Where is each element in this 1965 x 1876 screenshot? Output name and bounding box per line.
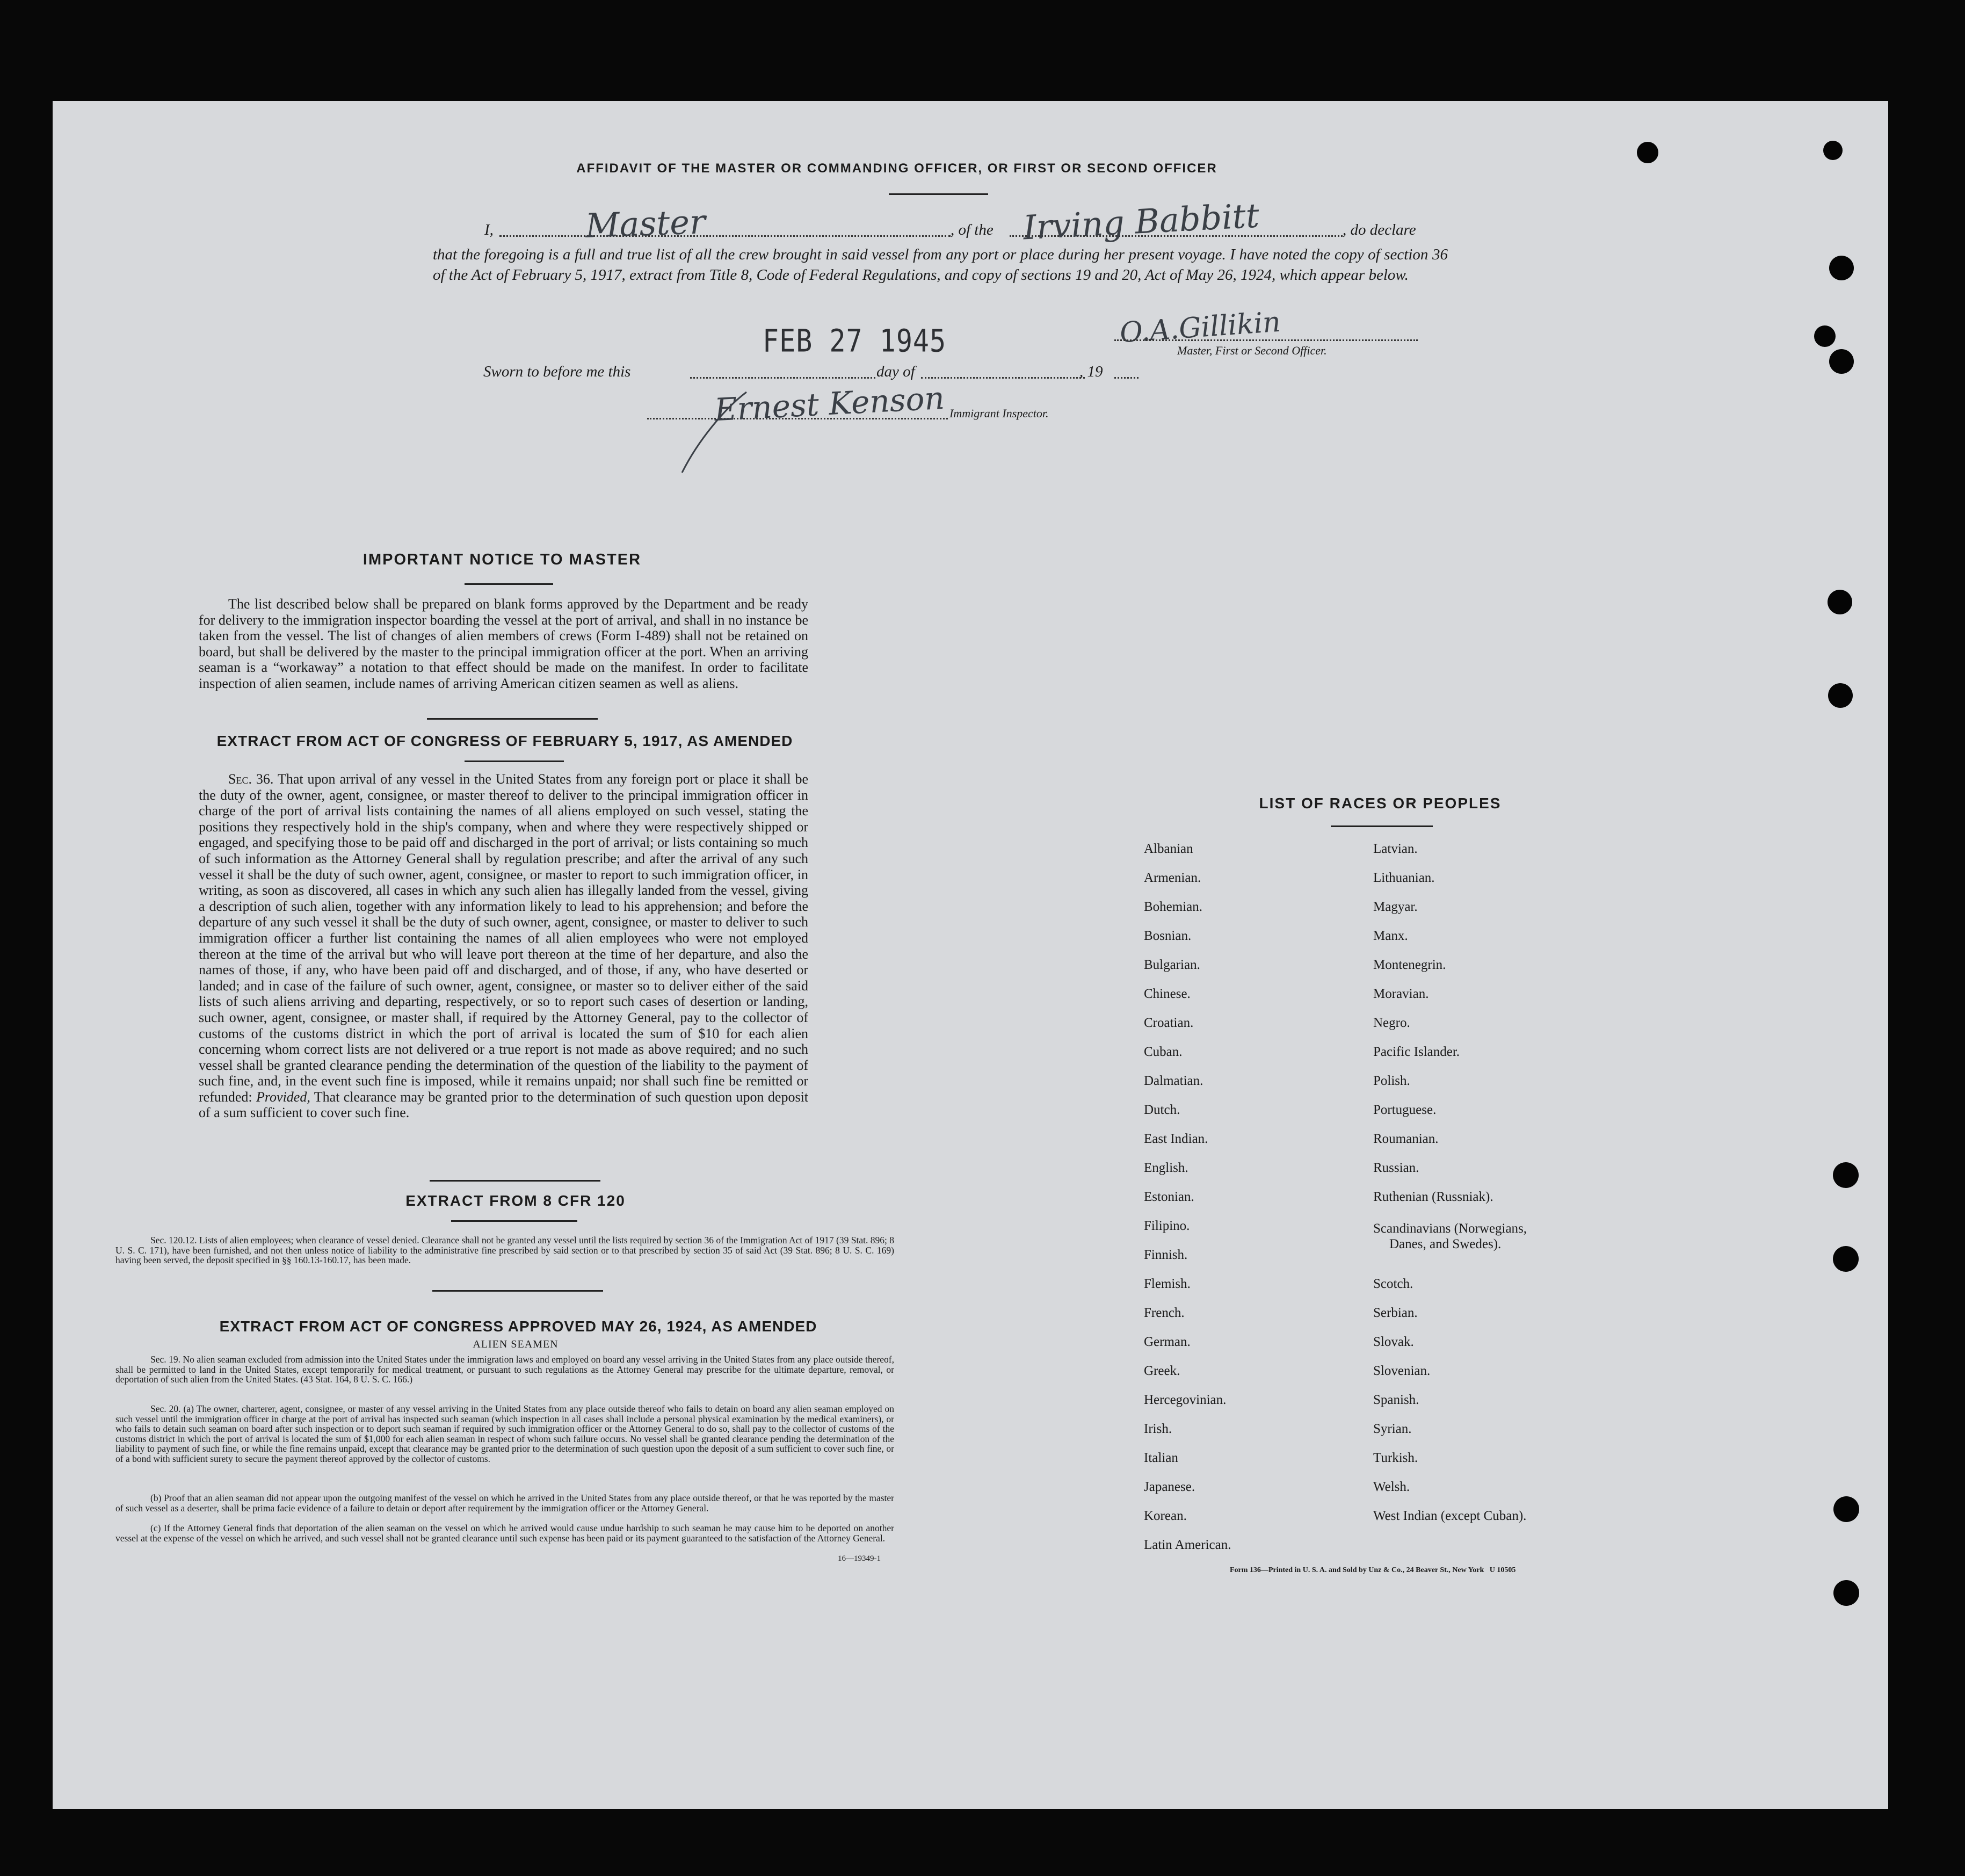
- race-item: Turkish.: [1373, 1451, 1418, 1465]
- affidavit-title-rule: [889, 193, 988, 195]
- race-item: Croatian.: [1144, 1016, 1194, 1030]
- do-declare-label: , do declare: [1343, 221, 1416, 238]
- sworn-label: Sworn to before me this: [483, 363, 631, 380]
- binder-hole: [1823, 141, 1843, 160]
- sec36-text-a: That upon arrival of any vessel in the United States from any foreign port or place it shall be the duty of the owner, agent, consignee, or master thereof to deliver to the principal immigration officer in charge of the port of arrival lists containing the names of all aliens employed on such vessel, stating the positions they respectively hold in the ship's company, when and where they were respectively shipped or engaged, and specifying those to be paid off and discharged in the port of arrival; or lists containing so much of such information as the Attorney General shall by regulation prescribe; and after the arrival of any such vessel it shall be the duty of such owner, agent, consignee, or master to report to such immigration officer, in writing, as soon as discovered, all cases in which any such alien has illegally landed from the vessel, giving a description of such alien, together with any information likely to lead to his apprehension; and before the departure of any such vessel it shall be the duty of such owner, agent, consignee, or master to deliver to such immigration officer a further list containing the names of all alien employees who were not employed thereon at the time of the arrival but who will leave port thereon at the time of her departure, and also the names of those, if any, who have been paid off and discharged, and of those, if any, who have deserted or landed; and in case of the failure of such owner, agent, consignee, or master so to deliver either of the said lists of such aliens arriving and departing, respectively, or so to report such cases of desertion or landing, such owner, agent, consignee, or master shall, if required by the Attorney General, pay to the collector of customs of the customs district in which the port of arrival is located the sum of $10 for each alien concerning whom correct lists are not delivered or a true report is not made as above required; and no such vessel shall be granted clearance pending the determination of the question of the liability to the payment of such fine, and, in the event such fine is imposed, while it remains unpaid; nor shall such fine be remitted or refunded:: [199, 771, 808, 1105]
- affidavit-i-label: I,: [484, 221, 494, 238]
- extract-1917-title: EXTRACT FROM ACT OF CONGRESS OF FEBRUARY 5, 1917, AS AMENDED: [216, 733, 793, 749]
- race-item: German.: [1144, 1335, 1191, 1349]
- race-item: Hercegovinian.: [1144, 1393, 1227, 1407]
- extract-cfr-body: Sec. 120.12. Lists of alien employees; when clearance of vessel denied. Clearance shall not be granted any vessel until the lists required by section 36 of the Immigration Act of 1917 (39 Stat. 896; 8 U. S. C. 171), have been furnished, and not then unless notice of liability to the administrative fine prescribed by said section or to that prescribed by section 35 of said Act (39 Stat. 896; 8 U. S. C. 169) having been served, the deposit specified in §§ 160.13-160.17, has been made.: [115, 1235, 894, 1265]
- notice-title: IMPORTANT NOTICE TO MASTER: [362, 551, 642, 568]
- race-item: Scotch.: [1373, 1277, 1413, 1291]
- race-item: Negro.: [1373, 1016, 1410, 1030]
- race-item: Estonian.: [1144, 1190, 1194, 1204]
- binder-hole: [1833, 1580, 1859, 1606]
- race-item: Danes, and Swedes).: [1389, 1237, 1502, 1251]
- race-item: Montenegrin.: [1373, 958, 1446, 972]
- race-item: Dutch.: [1144, 1103, 1180, 1117]
- year-label: , 19: [1079, 363, 1103, 380]
- extract-1917-body: [199, 771, 808, 1121]
- race-item: Japanese.: [1144, 1480, 1195, 1494]
- section-divider: [432, 1290, 603, 1292]
- race-item: Albanian: [1144, 842, 1193, 856]
- extract-1924-subtitle: ALIEN SEAMEN: [473, 1338, 559, 1350]
- sec20c-body: (c) If the Attorney General finds that deportation of the alien seaman on the vessel on which he arrived would cause undue hardship to such seaman he may cause him to be deported on another vessel at the expense of the vessel on which he arrived, and such vessel shall not be granted clearance until such expense has been paid or its payment guaranteed to the satisfaction of the Attorney General.: [115, 1523, 894, 1544]
- handwritten-master: Master: [584, 202, 706, 245]
- of-the-label: , of the: [951, 221, 994, 238]
- binder-hole: [1637, 142, 1658, 163]
- race-item: Armenian.: [1144, 871, 1201, 885]
- race-item: Syrian.: [1373, 1422, 1412, 1436]
- race-item: Manx.: [1373, 929, 1408, 943]
- race-item: Russian.: [1373, 1161, 1419, 1175]
- officer-signature: O.A.Gillikin: [1119, 306, 1282, 350]
- sec20b-body: (b) Proof that an alien seaman did not appear upon the outgoing manifest of the vessel on which he arrived in the United States from any place outside thereof, or that he was reported by the master of such vessel as a deserter, shall be prima facie evidence of a failure to detain or deport after requirement by the immigration officer or the Attorney General.: [115, 1493, 894, 1513]
- sworn-day-line: [690, 377, 875, 379]
- race-item: Scandinavians (Norwegians,: [1373, 1221, 1527, 1236]
- binder-hole: [1833, 1246, 1859, 1272]
- race-item: Serbian.: [1373, 1306, 1418, 1320]
- race-item: Polish.: [1373, 1074, 1410, 1088]
- race-item: Chinese.: [1144, 987, 1191, 1001]
- sec19-body: Sec. 19. No alien seaman excluded from admission into the United States under the immigration laws and employed on board any vessel arriving in the United States from any place outside thereof, shall be permitted to land in the United States, except temporarily for medical treatment, or pursuant to such regulations as the Attorney General may prescribe for the ultimate departure, removal, or deportation of such alien from the United States. (43 Stat. 164, 8 U. S. C. 166.): [115, 1354, 894, 1385]
- day-of-label: day of: [876, 363, 915, 380]
- master-name-line: [499, 235, 951, 237]
- section-divider: [430, 1180, 600, 1182]
- race-item: English.: [1144, 1161, 1188, 1175]
- race-item: Bohemian.: [1144, 900, 1203, 914]
- race-item: Korean.: [1144, 1509, 1187, 1523]
- race-item: Latin American.: [1144, 1538, 1231, 1552]
- signature-flourish: [666, 387, 784, 478]
- race-item: Dalmatian.: [1144, 1074, 1203, 1088]
- sec36-label: Sec. 36.: [228, 771, 274, 787]
- sworn-month-line: [921, 377, 1085, 379]
- binder-hole: [1828, 590, 1852, 614]
- date-stamp: FEB 27 1945: [763, 323, 947, 359]
- race-item: Bulgarian.: [1144, 958, 1200, 972]
- binder-hole: [1833, 1496, 1859, 1522]
- handwritten-vessel-name: Irving Babbitt: [1022, 195, 1260, 248]
- race-item: Finnish.: [1144, 1248, 1188, 1262]
- race-item: Welsh.: [1373, 1480, 1410, 1494]
- race-item: Cuban.: [1144, 1045, 1183, 1059]
- section-divider: [427, 718, 598, 720]
- officer-label: Master, First or Second Officer.: [1177, 344, 1327, 357]
- sworn-year-line: [1114, 377, 1139, 379]
- binder-hole: [1833, 1162, 1859, 1188]
- affidavit-body: that the foregoing is a full and true list of all the crew brought in said vessel from any port or place during her present voyage. I have noted the copy of section 36 of the Act of February 5, 1917, extract from Title 8, Code of Federal Regulations, and copy of sections 19 and 20, Act of May 26, 1924, which appear below.: [433, 246, 1448, 284]
- race-item: Bosnian.: [1144, 929, 1192, 943]
- race-item: Moravian.: [1373, 987, 1429, 1001]
- binder-hole: [1829, 349, 1854, 374]
- officer-signature-line: [1114, 339, 1418, 341]
- inspector-signature: Ernest Kenson: [713, 379, 946, 429]
- binder-hole: [1828, 683, 1853, 708]
- print-code: 16—19349-1: [838, 1554, 881, 1563]
- race-item: Italian: [1144, 1451, 1178, 1465]
- extract-cfr-title: EXTRACT FROM 8 CFR 120: [405, 1192, 626, 1209]
- race-item: Filipino.: [1144, 1219, 1190, 1233]
- race-item: Slovak.: [1373, 1335, 1414, 1349]
- binder-hole: [1829, 256, 1854, 280]
- race-item: Magyar.: [1373, 900, 1418, 914]
- race-item: Lithuanian.: [1373, 871, 1435, 885]
- notice-title-rule: [465, 583, 553, 585]
- affidavit-title: AFFIDAVIT OF THE MASTER OR COMMANDING OFFICER, OR FIRST OR SECOND OFFICER: [576, 161, 1217, 176]
- inspector-label: Immigrant Inspector.: [949, 407, 1049, 420]
- races-title: LIST OF RACES OR PEOPLES: [1259, 795, 1502, 812]
- race-item: West Indian (except Cuban).: [1373, 1509, 1527, 1523]
- races-title-rule: [1331, 825, 1433, 827]
- extract-1924-title: EXTRACT FROM ACT OF CONGRESS APPROVED MAY 26, 1924, AS AMENDED: [219, 1318, 817, 1335]
- race-item: French.: [1144, 1306, 1185, 1320]
- race-item: Latvian.: [1373, 842, 1418, 856]
- extract-1917-rule: [465, 760, 564, 762]
- race-item: Irish.: [1144, 1422, 1172, 1436]
- extract-cfr-rule: [451, 1220, 577, 1222]
- provided-label: Provided,: [256, 1089, 310, 1105]
- notice-body: The list described below shall be prepared on blank forms approved by the Department and be ready for delivery to the immigration inspector boarding the vessel at the port of arrival, and shall in no instance be taken from the vessel. The list of changes of alien members of crews (Form I-489) shall not be retained on board, but shall be delivered by the master to the principal immigration officer at the port. When an arriving seaman is a “workaway” a notation to that effect should be made on the manifest. In order to facilitate inspection of alien seamen, include names of arriving American citizen seamen as well as aliens.: [199, 596, 808, 691]
- race-item: Roumanian.: [1373, 1132, 1439, 1146]
- race-item: Slovenian.: [1373, 1364, 1431, 1378]
- race-item: Spanish.: [1373, 1393, 1419, 1407]
- binder-hole: [1814, 325, 1836, 347]
- race-item: Pacific Islander.: [1373, 1045, 1460, 1059]
- race-item: East Indian.: [1144, 1132, 1208, 1146]
- race-item: Portuguese.: [1373, 1103, 1437, 1117]
- sec36-text-b: That clearance may be granted prior to the determination of such question upon deposit of a sum sufficient to cover such fine.: [199, 1089, 809, 1121]
- race-item: Ruthenian (Russniak).: [1373, 1190, 1493, 1204]
- race-item: Flemish.: [1144, 1277, 1191, 1291]
- sec20a-body: Sec. 20. (a) The owner, charterer, agent, consignee, or master of any vessel arriving in the United States from any place outside thereof who fails to detain on board any alien seaman employed on such vessel until the immigration officer in charge at the port of arrival has inspected such seaman (which inspection in all cases shall include a personal physical examination by the medical examiners), or who fails to detain such seaman on board after such inspection or to deport such seaman if required by such immigration officer or the Attorney General to do so, shall pay to the collector of customs of the customs district in which the port of arrival is located the sum of $1,000 for each alien seaman in respect of whom such failure occurs. No vessel shall be granted clearance pending the determination of the liability to payment of such fine, or while the fine remains unpaid, except that clearance may be granted prior to the determination of such question upon the deposit of a sum sufficient to cover such fine, or of a bond with sufficient surety to secure the payment thereof approved by the collector of customs.: [115, 1403, 894, 1464]
- form-footer: Form 136—Printed in U. S. A. and Sold by Unz & Co., 24 Beaver St., New York U 10505: [1230, 1566, 1516, 1574]
- race-item: Greek.: [1144, 1364, 1180, 1378]
